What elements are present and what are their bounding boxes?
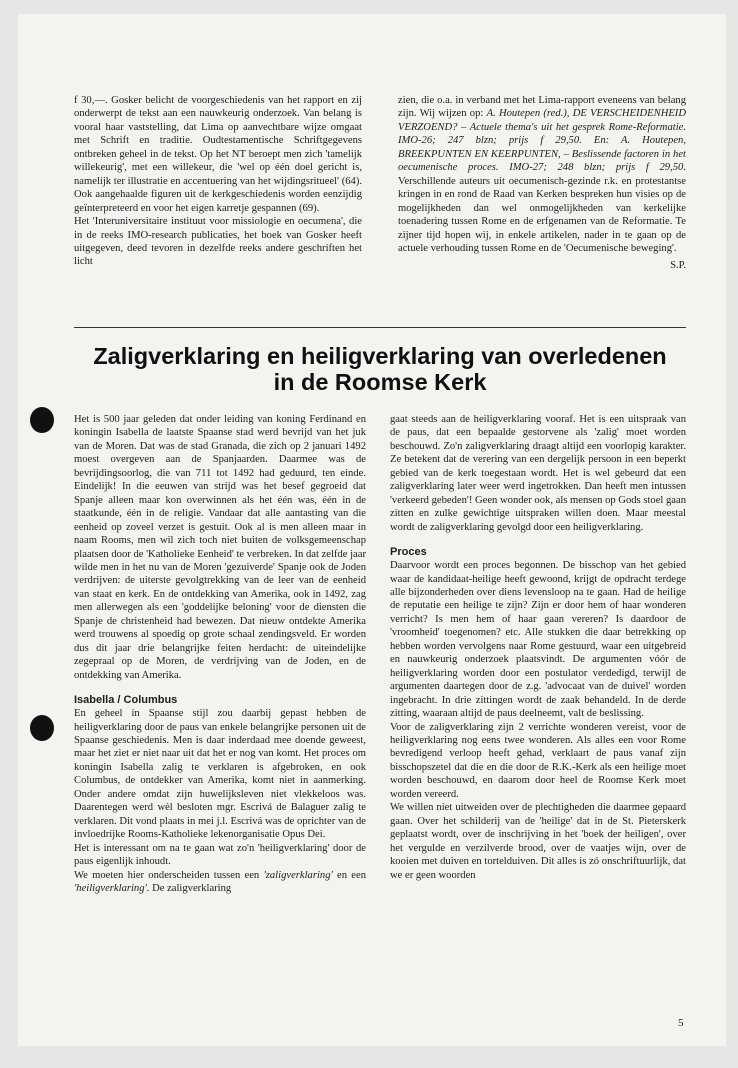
- article-left-column: [74, 413, 366, 895]
- paragraph: f 30,—. Gosker belicht de voorgeschiedenis van het rapport en zij onderwerpt de tekst aan een nauwkeurig onderzoek. Van belang is vooral haar vaststelling, dat Lima op aanvechtbare wijze omgaat met Schrift en traditie. Oudtestamentische Schriftgegevens ontbreken geheel in de tekst. Op het NT beroept men zich 'tamelijk willekeurig', met een willekeur, die 'wel op één doel gericht is, namelijk ter illustratie en accentuering van het wijdingsritueel' (64). Ook aangehaalde figuren uit de kerkgeschiedenis worden eenzijdig geïnterpreteerd en voor het eigen karretje gespannen (69).: [74, 95, 362, 214]
- article-title-line: in de Roomse Kerk: [273, 369, 487, 395]
- section-heading: Isabella / Columbus: [74, 694, 178, 707]
- top-article-right-column: [398, 94, 686, 273]
- text-run: [582, 135, 594, 146]
- article-title: [74, 343, 686, 395]
- author-signature: S.P.: [670, 260, 686, 272]
- section-heading: Proces: [390, 546, 427, 559]
- page-number: 5: [678, 1017, 684, 1029]
- text-run: We moeten hier onderscheiden tussen een: [74, 869, 264, 881]
- paragraph: [398, 94, 686, 255]
- divider-rule: [74, 327, 686, 328]
- paragraph: En geheel in Spaanse stijl zou daarbij gepast hebben de heiligverklaring door de paus van enkele belangrijke personen uit de Spaanse geschiedenis. Men is daar inderdaad mee doende geweest, maar het ziet er niet naar uit dat het er nog van komt. Het proces om koningin Isabella zalig te verklaren is afgebroken, en ook Columbus, de ontdekker van Amerika, komt niet in aanmerking. Onder andere omdat zijn huwelijksleven niet vlekkeloos was. Daarentegen werd wèl besloten mgr. Escrivá de Balaguer zalig te verklaren. Dit vond plaats in mei j.l. Escrivá was de oprichter van de invloedrijke Rooms-Katholieke lekenorganisatie Opus Dei.: [74, 708, 366, 841]
- reference-title: En: A. Houtepen, BREEKPUNTEN EN KEERPUNTEN, – Beslissende factoren in het oecumenische proces. IMO-27; 248 blzn; prijs f 29,50.: [398, 135, 686, 174]
- article-right-column: [390, 413, 686, 882]
- paragraph: Het is 500 jaar geleden dat onder leiding van koning Ferdinand en koningin Isabella de laatste Spaanse stad werd bevrijd van het juk van de Moren. Dat was de stad Granada, die zich op 2 januari 1492 moest overgeven aan de Spanjaarden. Daarmee was de bevrijdingsoorlog, die van 711 tot 1492 had geduurd, ten einde. Eindelijk! In die eeuwen van strijd was het besef gegroeid dat Spanje alleen maar kon overwinnen als het één was, één in de staatkunde, één in de religie. Vandaar dat alle aantasting van die eenheid op zoveel verzet is gestuit. Ook al is men alleen maar in naam Rooms, men wil zich toch niet buiten de volksgemeenschap plaatsen door de 'Katholieke Eenheid' te verbreken. In dat zelfde jaar wilde men in het nu van de Moren 'gezuiverde' Spanje ook de Joden verdrijven: de uiterste gevolgtrekking van de leer van de eenheid van staat en kerk. En de ontdekking van Amerika, ook in 1492, zag men allerwegen als een 'goddelijke beloning' voor de diensten die Spanje de christenheid had bewezen. Dat nieuw ontdekte Amerika werd trouwens al spoedig op grote schaal zendingsveld. Er worden dus dit jaar drie belangrijke feiten herdacht: de uiteindelijke zegepraal op de Moren, de verdrijving van de Joden, en de ontdekking van Amerika.: [74, 414, 366, 681]
- text-run: De zaligverklaring: [149, 882, 232, 894]
- paragraph: Voor de zaligverklaring zijn 2 verrichte wonderen vereist, voor de heiligverklaring nog eens twee wonderen. Als alles een voor Rome bevredigend verloop heeft gehad, verklaart de paus vanaf zijn bisschopszetel dat die en die door de R.K.-Kerk als een heilige moet worden beschouwd, en daarom door heel de Roomse Kerk moet worden vereerd.: [390, 721, 686, 800]
- text-run: en een: [332, 869, 367, 881]
- reference-title: A. Houtepen (red.), DE VERSCHEIDENHEID VERZOEND? – Actuele thema's uit het gesprek Rome-Reformatie. IMO-26; 247 blzn; prijs f 29,50.: [398, 108, 686, 147]
- paragraph: [74, 869, 366, 896]
- paragraph: Het is interessant om na te gaan wat zo'n 'heiligverklaring' door de paus eigenlijk inhoudt.: [74, 842, 366, 868]
- text-run: Verschillende auteurs uit oecumenisch-gezinde r.k. en protestantse kringen in en rond de Raad van Kerken bespreken hun visies op de mogelijkheden dan wel onmogelijkheden van kerkelijke toenadering tussen Rome en de erfgenamen van de Reformatie. Te zijner tijd hopen wij, in enkele artikelen, nader in te gaan op de actuele verhouding tussen Rome en de 'Oecumenische beweging'.: [398, 175, 686, 254]
- italic-term: 'heiligverklaring'.: [74, 882, 150, 894]
- magazine-page: [18, 14, 726, 1046]
- binder-hole: [30, 715, 54, 741]
- paragraph: Het 'Interuniversitaire instituut voor missiologie en oecumena', die in de reeks IMO-research publicaties, het boek van Gosker heeft uitgegeven, deed tevoren in dezelfde reeks andere geschriften het licht: [74, 216, 362, 268]
- article-title-line: Zaligverklaring en heiligverklaring van overledenen: [93, 343, 667, 369]
- paragraph: gaat steeds aan de heiligverklaring vooraf. Het is een uitspraak van de paus, dat een bepaalde gestorvene als 'zalig' moet worden beschouwd. Zo'n zaligverklaring draagt altijd een voorlopig karakter. Ze betekent dat de verering van een dergelijk persoon in een beperkt gebied van de kerk toegestaan wordt. Het is wel gebeurd dat een zaligverklaring later weer werd ingetrokken. Dan heeft men intussen 'verkeerd gebeden'! Geen wonder ook, als mensen op Gods stoel gaan zitten en zulke gewichtige uitspraken willen doen. Maar meestal wordt de zaligverklaring gevolgd door een heiligverklaring.: [390, 414, 686, 533]
- binder-hole: [30, 407, 54, 433]
- paragraph: Daarvoor wordt een proces begonnen. De bisschop van het gebied waar de kandidaat-heilige heeft gewoond, krijgt de opdracht terdege alle bijzonderheden over diens levensloop na te gaan. Had de heilige de reputatie een heilige te zijn? Zijn er door hem of haar wonderen verricht? Is men hem of haar gaan vereren? Is daardoor de 'vroomheid' toegenomen? etc. Alle stukken die daar betrekking op hebben worden vervolgens naar Rome gestuurd, waar een uitgebreid en nauwkeurig onderzoek plaatsvindt. De argumenten vóór de heiligverklaring worden door een postulator verdedigd, terwijl de argumenten daartegen door de z.g. 'advocaat van de duivel' worden ingebracht. In drie zittingen wordt de zaak behandeld. In de derde zitting, waaraan altijd de paus deelneemt, valt de beslissing.: [390, 560, 686, 720]
- text-run: zien, die o.a. in verband met het Lima-rapport eveneens van belang zijn. Wij wijzen op:: [398, 95, 686, 120]
- top-article-left-column: [74, 94, 362, 269]
- paragraph: We willen niet uitweiden over de plechtigheden die daarmee gepaard gaan. Over het schilderij van de 'heilige' dat in de St. Pieterskerk geplaatst wordt, over de inschrijving in het 'boek der heiligen', over het vergulde en verzilverde brood, over de vaatjes wijn, over de kooien met duiven en tortelduiven. Dit alles is zó onschriftuurlijk, dat we er geen woorden: [390, 802, 686, 881]
- italic-term: 'zaligverklaring': [263, 869, 333, 881]
